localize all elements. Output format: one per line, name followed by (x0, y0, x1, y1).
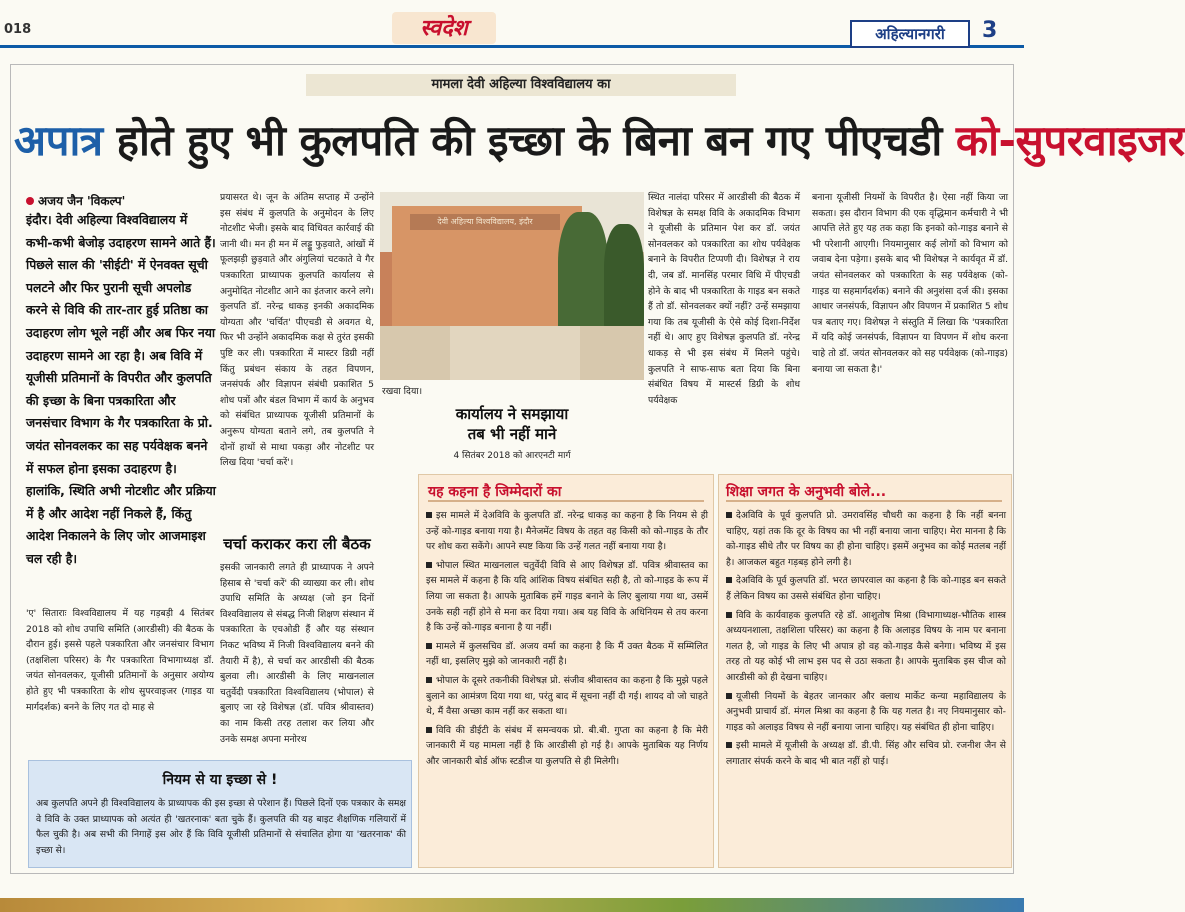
quote-item (426, 558, 708, 636)
quote-item (426, 639, 708, 670)
photo-path (450, 326, 580, 380)
quote-item (726, 508, 1006, 570)
responsibility-box-body (426, 508, 708, 864)
body-paragraph-col2: प्रयासरत थे। जून के अंतिम सप्ताह में उन्होंने इस संबंध में कुलपति के अनुमोदन के लिए नोटशीट भेजी। इसके बाद विधिवत कार्रवाई की जानी थी। मन ही मन में लड्डू फुड़वाते, आंखों में फूलझड़ी छुड़वाते और अंगुलियां चटकाते वे गैर पत्रकारिता प्राध्यापक कुलपति कार्यालय से अनुमोदित नोटशीट आने का इंतजार करने लगे। कुलपति डॉ. नरेन्द्र धाकड़ इनकी अकादमिक योग्यता और 'चर्चित' पीएचडी से अवगत थे, फिर भी उन्होंने अकादमिक कक्ष से तुरंत इसकी पुष्टि कर ली। पत्रकारिता में मास्टर डिग्री नहीं किंतु प्रबंधन संकाय के तहत विपणन, जनसंपर्क और विज्ञापन संबंधी प्रकाशित 5 शोध पत्रों और बंडल विभाग में कार्य के अनुभव को संबंधित प्राध्यापक यूजीसी प्रतिमानों के अनुरूप योग्यता बताने लगे, तब कुलपति ने दोनों हाथों से माथा पकड़ा और नोटशीट पर लिख दिया 'चर्चा करें'। (220, 192, 374, 469)
pullout-line-1: कार्यालय ने समझाया (455, 405, 569, 423)
quote-text: भोपाल स्थित माखनलाल चतुर्वेदी विवि से आए विशेषज्ञ डॉ. पवित्र श्रीवास्तव का इस मामले में कहना है कि यदि आंशिक विषय संबंधित सही है, तो को-गाइड के रूप में लिया जा सकता है। आपके मुताबिक हमें गाइड बनाने के लिए बुलाया गया था, उसमें उनके सही नहीं होने से मना कर दिया गया। अब यह विवि के अधिनियम से तय करना है कि उन्हें को-गाइड बनाना है या नहीं। (426, 559, 708, 634)
bullet-square-icon (426, 727, 432, 733)
pullout-dateline: 4 सितंबर 2018 को आरएनटी मार्ग (453, 451, 571, 461)
quote-item (426, 723, 708, 770)
rules-box-title: नियम से या इच्छा से ! (162, 772, 278, 788)
academia-box-body (726, 508, 1006, 864)
quote-text: यूजीसी नियमों के बेहतर जानकार और क्लाथ मार्केट कन्या महाविद्यालय के अनुभवी प्राचार्य डॉ. मंगल मिश्रा का कहना है कि यह गलत है। नए नियमानुसार को-गाइड को अलाइड विषय से नहीं बनाया जाना चाहिए। यह संबंधित ही होना चाहिए। (726, 690, 1006, 733)
quote-item (426, 508, 708, 555)
quote-item (426, 673, 708, 720)
bullet-square-icon (426, 562, 432, 568)
lead-paragraph: इंदौर। देवी अहिल्या विश्वविद्यालय में कभी-कभी बेजोड़ उदाहरण सामने आते हैं। पिछले साल की 'सीईटी' में ऐनवक्त सूची पलटने और फिर पुरानी सूची अपलोड करने से विवि की तार-तार हुई प्रतिष्ठा का उदाहरण लोग भूले नहीं और अब फिर नया उदाहरण सामने आ रहा है। अब विवि में यूजीसी प्रतिमानों के विपरीत और कुलपति की इच्छा के बिना पत्रकारिता और जनसंचार विभाग के गैर पत्रकारिता के प्रो. जयंत सोनवलकर का सह पर्यवेक्षक बनने में सफल होना इसका उदाहरण है। हालांकि, स्थिति अभी नोटशीट और प्रक्रिया में है और आदेश नहीं निकले हैं, किंतु आदेश निकालने के लिए जोर आजमाइश चल रही है। (26, 212, 216, 566)
photo-tree (604, 224, 644, 334)
headline-part-red: को-सुपरवाइजर (955, 116, 1185, 165)
page-number: 3 (982, 18, 998, 43)
box-divider (726, 500, 1002, 502)
byline-text: अजय जैन 'विकल्प' (38, 194, 126, 208)
quote-text: मामले में कुलसचिव डॉ. अजय वर्मा का कहना है कि मैं उक्त बैठक में सम्मिलित नहीं था, इसलिए मुझे को जानकारी नहीं है। (426, 640, 708, 668)
date-fragment: 018 (4, 22, 32, 37)
campus-photo (380, 192, 644, 380)
quote-item (726, 608, 1006, 686)
quote-text: विवि की डीईटी के संबंध में समन्वयक प्रो. बी.बी. गुप्ता का कहना है कि मेरी जानकारी में यह मामला नहीं है कि आरडीसी हो गई है। आपके मुताबिक यह निर्णय और जानकारी बोर्ड ऑफ स्टडीज या कुलपति से ही मिलेगी। (426, 724, 708, 767)
quote-text: भोपाल के दूसरे तकनीकी विशेषज्ञ प्रो. संजीव श्रीवास्तव का कहना है कि मुझे पहले बुलाने का आमंत्रण दिया गया था, परंतु बाद में सूचना नहीं दी गई। शायद वो जो चाहते थे, मैं वैसा अच्छा काम नहीं कर सकता था। (426, 674, 708, 718)
footer-strip (0, 898, 1024, 912)
quote-item (726, 573, 1006, 604)
quote-text: इसी मामले में यूजीसी के अध्यक्ष डॉ. डी.पी. सिंह और सचिव प्रो. रजनीश जैन से लगातार संपर्क करने के बाद भी बात नहीं हो पाई। (726, 740, 1006, 767)
kicker-strip: मामला देवी अहिल्या विश्वविद्यालय का (306, 74, 736, 96)
quote-text: देअविवि के पूर्व कुलपति प्रो. उमरावसिंह चौधरी का कहना है कि नहीं बनना चाहिए, यहां तक कि दूर के विषय का भी नहीं बनाया जाना चाहिए। मेरा मानना है कि को-गाइड सीधे तौर पर विषय का ही होना चाहिए। इसमें अनुभव का कोई मतलब नहीं है। आजकल बहुत गड़बड़ होने लगी है। (726, 510, 1006, 568)
newspaper-logo: स्वदेश (392, 12, 496, 44)
rules-box-body: अब कुलपति अपने ही विश्वविद्यालय के प्राध्यापक की इस इच्छा से परेशान हैं। पिछले दिनों एक पत्रकार के समक्ष वे विवि के उक्त प्राध्यापक को अत्यंत ही 'खतरनाक' बता चुके हैं। कुलपति की यह बाइट शैक्षणिक गलियारों में फैल चुकी है। अब सभी की निगाहें इस ओर हैं कि विवि यूजीसी प्रतिमानों से संचालित होगा या 'खतरनाक' की इच्छा से। (36, 798, 406, 856)
photo-sign: देवी अहिल्या विश्वविद्यालय, इंदौर (410, 214, 560, 230)
bullet-square-icon (426, 677, 432, 683)
bullet-square-icon (726, 742, 732, 748)
photo-tree (558, 212, 608, 338)
bullet-square-icon (426, 512, 432, 518)
bullet-dot-icon (26, 197, 34, 205)
headline-part-black: होते हुए भी कुलपति की इच्छा के बिना बन गए पीएचडी (102, 116, 956, 165)
bullet-square-icon (726, 612, 732, 618)
quote-text: देअविवि के पूर्व कुलपति डॉ. भरत छापरवाल का कहना है कि को-गाइड बन सकते हैं लेकिन विषय का उससे संबंधित होना चाहिए। (726, 575, 1006, 602)
quote-text: विवि के कार्यवाहक कुलपति रहे डॉ. आशुतोष मिश्रा (विभागाध्यक्ष-भौतिक शास्त्र अध्ययनशाला, तक्षशिला परिसर) का कहना है कि अलाइड विषय के नाम पर बनाना गलत है, जो गाइड के लिए भी अपात्र हो वह को-गाइड कैसे बनेगा। भविष्य में इस तरह तो यह कोई भी लाभ इस पद से उठा सकता है। आपके मुताबिक इस चीज को आरडीसी को ही देखना चाहिए। (726, 609, 1006, 683)
body-paragraph-col5: बनाना यूजीसी नियमों के विपरीत है। ऐसा नहीं किया जा सकता। इस दौरान विभाग की एक वृद्धिमान कर्मचारी ने भी आपत्ति लेते हुए यह तक कहा कि इनको को-गाइड बनाने से भी परेशानी आएगी। नियमानुसार कई लोगों को विभाग को जवाब देना पड़ेगा। इसके बाद भी विशेषज्ञ ने कार्यवृत में डॉ. जयंत सोनवलकर को पत्रकारिता के सह पर्यवेक्षक (को-गाइड या सहमार्गदर्शक) बनाने की अनुशंसा दर्ज की। इसका आधार जनसंपर्क, विज्ञापन और विपणन में प्रकाशित 5 शोध पत्र बताए गए। विशेषज्ञ ने संस्तुति में लिखा कि 'पत्रकारिता में यदि कोई जनसंपर्क, विज्ञापन या विपणन में शोध करना चाहे तो डॉ. जयंत सोनवलकर को सह पर्यवेक्षक (को-गाइड) बनाया जा सकता है।' (812, 192, 1008, 375)
body-paragraph-col2b: इसकी जानकारी लगते ही प्राध्यापक ने अपने हिसाब से 'चर्चा करें' की व्याख्या कर ली। शोध उपाधि समिति के अध्यक्ष (जो इन दिनों विश्वविद्यालय से संबद्ध निजी शिक्षण संस्थान में पत्रकारिता के एचओडी हैं और यह संस्थान निकट भविष्य में निजी विश्वविद्यालय बनने की तैयारी में है), से चर्चा कर आरडीसी की बैठक बुलवा ली। आरडीसी के लिए माखनलाल चतुर्वेदी पत्रकारिता विश्वविद्यालय (भोपाल) से बुलाए जा रहे विशेषज्ञ (डॉ. पवित्र श्रीवास्तव) का नाम किसी तरह तलाश कर लिया और उनके समक्ष अपना मनोरथ (220, 562, 374, 745)
bullet-square-icon (726, 577, 732, 583)
box-divider (428, 500, 704, 502)
lead-column (26, 192, 216, 602)
body-paragraph-col1: 'ए' सिताराः विश्वविद्यालय में यह गड़बड़ी 4 सितंबर 2018 को शोध उपाधि समिति (आरडीसी) की बैठक के दौरान हुई। इससे पहले पत्रकारिता और जनसंचार विभाग (तक्षशिला परिसर) के गैर पत्रकारिता विभागाध्यक्ष डॉ. जयंत सोनवलकर, यूजीसी प्रतिमानों के अनुसार अयोग्य होते हुए भी पत्रकारिता के शोध सुपरवाइजर (गाइड या मार्गदर्शक) बनने के लिए गत दो माह से (26, 608, 214, 713)
subheading-col2: चर्चा कराकर करा ली बैठक (223, 535, 371, 553)
responsibility-box-title: यह कहना है जिम्मेदारों का (428, 484, 562, 500)
byline (26, 192, 216, 209)
section-label: अहिल्यानगरी (850, 20, 970, 48)
academia-box-title: शिक्षा जगत के अनुभवी बोले... (726, 484, 887, 500)
continuation-line: रखवा दिया। (382, 386, 423, 397)
body-paragraph-col4: स्थित नालंदा परिसर में आरडीसी की बैठक में विशेषज्ञ के समक्ष विवि के अकादमिक विभाग ने यूजीसी के प्रतिमान पेश कर डॉ. जयंत सोनवलकर को पत्रकारिता का शोध पर्यवेक्षक बनाने के विपरीत टिप्पणी दी। विशेषज्ञ ने राय दी, जब डॉ. मानसिंह परमार विधि में पीएचडी होने के बाद भी पत्रकारिता के गाइड बन सकते हैं तो डॉ. सोनवलकर क्यों नहीं? उन्हें समझाया गया कि तब यूजीसी के ऐसे कोई दिशा-निर्देश नहीं थे। आए हुए विशेषज्ञ कुलपति डॉ. नरेन्द्र धाकड़ से भी इस संबंध में मिलने पहुंचे। कुलपति ने साफ-साफ बता दिया कि बिना संबंधित विषय में मास्टर्स डिग्री के शोध पर्यवेक्षक (648, 192, 800, 406)
quote-text: इस मामले में देअविवि के कुलपति डॉ. नरेन्द्र धाकड़ का कहना है कि नियम से ही उन्हें को-गाइड बनाया गया है। मैनेजमेंट विषय के तहत वह किसी को को-गाइड के तौर पर शोध करा सकेंगे। आपने स्पष्ट किया कि उन्हें गलत नहीं बनाया गया है। (426, 510, 708, 553)
pullout-heading (384, 404, 640, 444)
bullet-square-icon (426, 643, 432, 649)
headline (14, 104, 1185, 178)
bullet-square-icon (726, 693, 732, 699)
pullout-line-2: तब भी नहीं माने (467, 425, 557, 443)
quote-item (726, 689, 1006, 736)
bullet-square-icon (726, 512, 732, 518)
headline-part-blue: अपात्र (14, 116, 103, 165)
quote-item (726, 738, 1006, 769)
